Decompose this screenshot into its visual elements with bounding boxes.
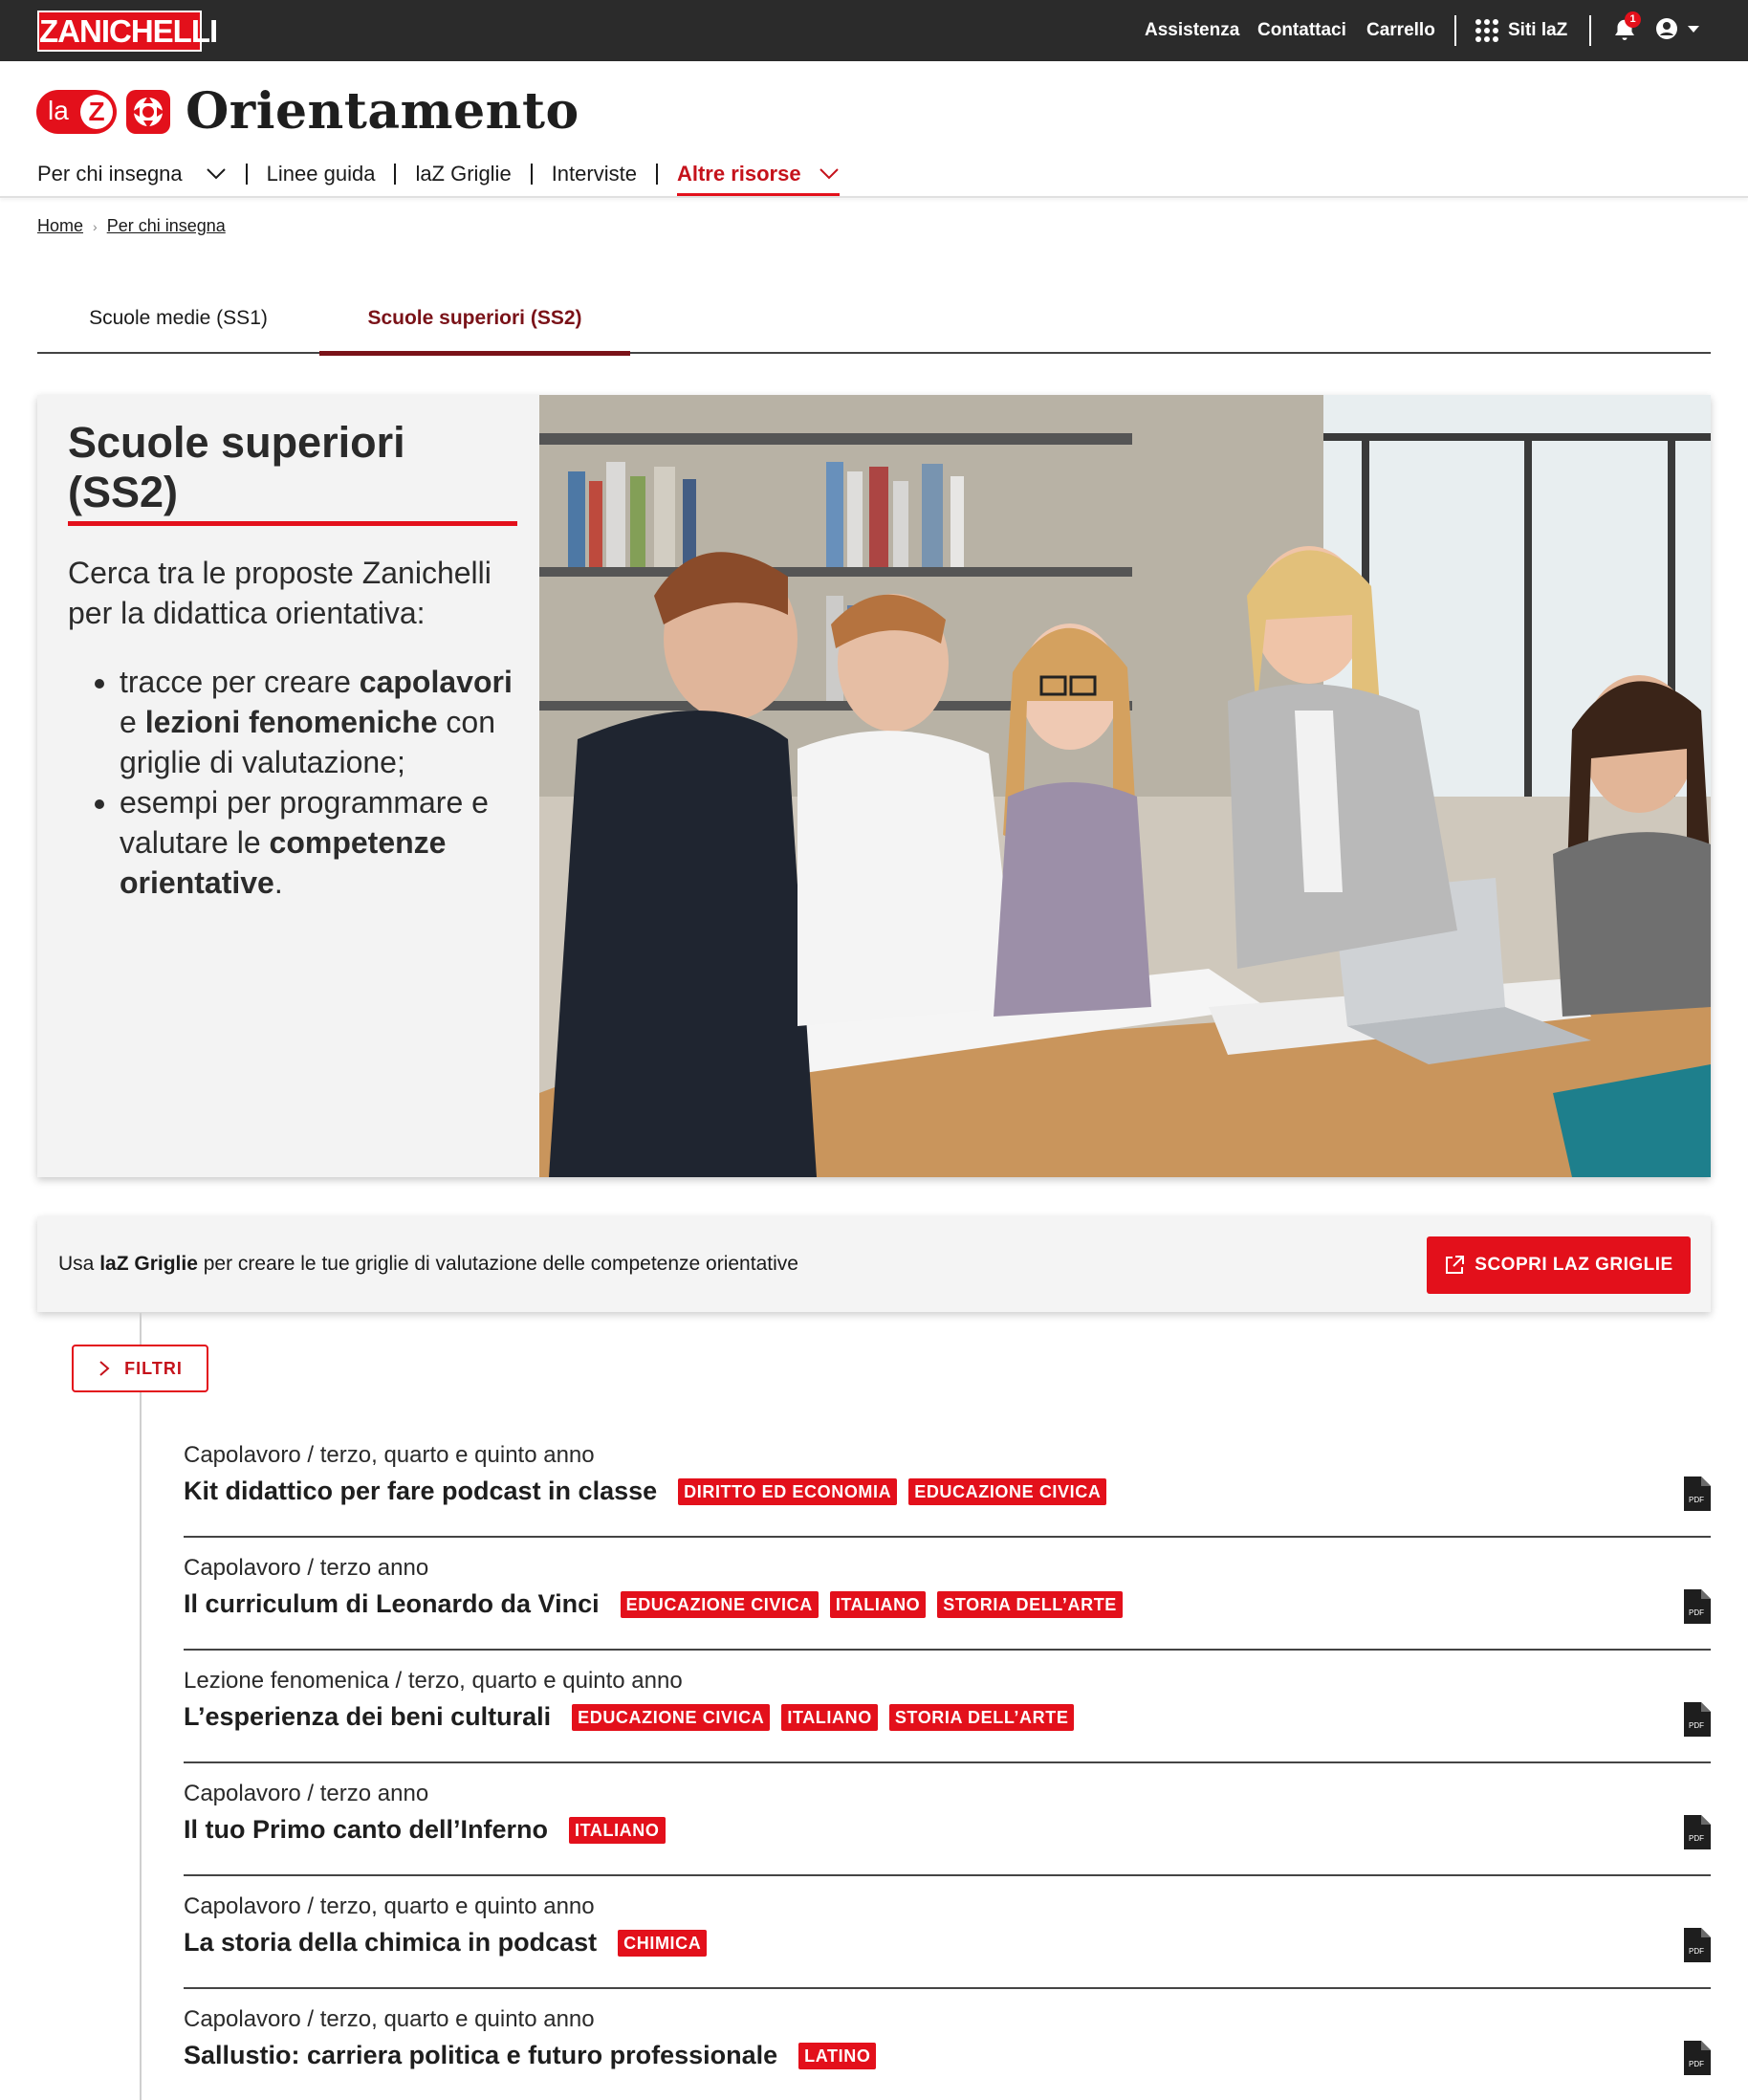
list-item[interactable] <box>184 1538 1711 1651</box>
item-subtitle: Lezione fenomenica / terzo, quarto e quinto anno <box>184 1668 683 1694</box>
item-main <box>184 2041 887 2070</box>
notification-badge: 1 <box>1625 11 1641 28</box>
hero-bullet-2: • esempi per programmare e valutare le competenze orientative. <box>120 782 517 903</box>
pdf-label: PDF <box>1689 1834 1704 1843</box>
hero-intro: Cerca tra le proposte Zanichelli per la didattica orientativa: <box>68 556 492 630</box>
page-title: Orientamento <box>186 82 579 141</box>
topbar-divider <box>1454 15 1456 46</box>
pdf-label: PDF <box>1689 1721 1704 1730</box>
subject-tag: ITALIANO <box>830 1591 926 1618</box>
subject-tag: DIRITTO ED ECONOMIA <box>678 1478 897 1505</box>
topbar-divider <box>1589 15 1591 46</box>
hero-text <box>68 418 517 903</box>
nav-item-laz-griglie[interactable] <box>415 153 511 195</box>
assistenza-link[interactable] <box>1145 0 1239 61</box>
list-item[interactable] <box>184 1989 1711 2100</box>
apps-grid-icon <box>1475 19 1498 42</box>
chevron-right-icon <box>98 1360 111 1377</box>
subject-tag: LATINO <box>798 2043 876 2069</box>
hero-bullet-1: • tracce per creare capolavori e lezioni fenomeniche con griglie di valutazione; <box>120 662 517 782</box>
caret-down-icon <box>1684 19 1703 38</box>
button-label: SCOPRI LAZ GRIGLIE <box>1475 1255 1673 1275</box>
chevron-down-icon <box>819 167 840 181</box>
list-item[interactable] <box>184 1763 1711 1876</box>
item-main <box>184 1589 1134 1619</box>
laz-logo-z: Z <box>80 95 113 129</box>
brand-header <box>36 82 579 141</box>
item-title[interactable]: L’esperienza dei beni culturali <box>184 1702 552 1731</box>
banner-text: Usa laZ Griglie per creare le tue griglie di valutazione delle competenze orientative <box>58 1253 798 1275</box>
subject-tag: CHIMICA <box>618 1930 707 1957</box>
timeline-line <box>140 1313 142 2100</box>
resource-list <box>184 1425 1711 2100</box>
pdf-label: PDF <box>1689 1496 1704 1504</box>
laz-logo-la: la <box>48 95 69 125</box>
top-bar <box>0 0 1748 61</box>
item-title[interactable]: Sallustio: carriera politica e futuro professionale <box>184 2041 778 2069</box>
zanichelli-logo[interactable]: ZANICHELLI <box>37 11 202 52</box>
subject-tag: EDUCAZIONE CIVICA <box>908 1478 1106 1505</box>
item-main <box>184 1928 718 1958</box>
compass-icon <box>126 90 170 134</box>
nav-item-linee-guida[interactable] <box>267 153 376 195</box>
external-link-icon <box>1444 1255 1465 1276</box>
pdf-download-icon[interactable] <box>1682 1815 1711 1849</box>
hero-photo <box>539 395 1711 1177</box>
assistenza-link-text[interactable]: Assistenza <box>1145 20 1240 40</box>
tab-scuole-medie[interactable]: Scuole medie (SS1) <box>89 307 268 329</box>
pdf-download-icon[interactable] <box>1682 1928 1711 1962</box>
user-icon <box>1655 17 1678 40</box>
hero-bullets <box>68 662 517 903</box>
item-subtitle: Capolavoro / terzo anno <box>184 1781 429 1806</box>
nav-divider <box>656 164 658 185</box>
filter-label: FILTRI <box>124 1358 183 1378</box>
main-nav <box>37 153 840 195</box>
hero-title: Scuole superiori (SS2) <box>68 418 517 526</box>
pdf-download-icon[interactable] <box>1682 1477 1711 1511</box>
nav-item-interviste[interactable] <box>552 153 637 195</box>
tab-scuole-superiori[interactable]: Scuole superiori (SS2) <box>319 287 630 352</box>
siti-laz-menu[interactable] <box>1475 0 1567 61</box>
breadcrumb <box>37 216 226 236</box>
pdf-download-icon[interactable] <box>1682 1702 1711 1737</box>
carrello-link-text[interactable]: Carrello <box>1366 20 1435 40</box>
user-menu[interactable] <box>1655 17 1703 40</box>
subject-tag: ITALIANO <box>569 1817 665 1844</box>
scopri-laz-griglie-button[interactable] <box>1427 1236 1691 1294</box>
breadcrumb-per-chi-insegna[interactable]: Per chi insegna <box>106 216 226 235</box>
nav-item-altre-risorse[interactable] <box>677 153 840 195</box>
nav-divider-line <box>0 196 1748 198</box>
nav-divider <box>394 164 396 185</box>
pdf-download-icon[interactable] <box>1682 2041 1711 2075</box>
nav-label: Altre risorse <box>676 162 801 186</box>
item-title[interactable]: La storia della chimica in podcast <box>184 1928 598 1957</box>
item-title[interactable]: Il curriculum di Leonardo da Vinci <box>184 1589 600 1618</box>
laz-griglie-banner <box>37 1216 1711 1312</box>
item-subtitle: Capolavoro / terzo, quarto e quinto anno <box>184 1442 595 1468</box>
item-main <box>184 1815 677 1845</box>
nav-divider <box>246 164 248 185</box>
subject-tag: STORIA DELL’ARTE <box>889 1704 1075 1731</box>
pdf-download-icon[interactable] <box>1682 1589 1711 1624</box>
nav-label: Per chi insegna <box>37 162 183 186</box>
breadcrumb-home[interactable]: Home <box>37 216 84 235</box>
carrello-link[interactable] <box>1366 0 1435 61</box>
pdf-label: PDF <box>1689 2060 1704 2068</box>
list-item[interactable] <box>184 1876 1711 1989</box>
subject-tag: EDUCAZIONE CIVICA <box>572 1704 770 1731</box>
item-main <box>184 1477 1118 1506</box>
laz-logo[interactable] <box>36 90 117 134</box>
hero-card <box>37 395 1711 1177</box>
nav-label: laZ Griglie <box>415 162 512 186</box>
nav-label: Linee guida <box>266 162 376 186</box>
school-tabs <box>37 287 1711 354</box>
chevron-right-icon: › <box>93 218 98 234</box>
item-subtitle: Capolavoro / terzo, quarto e quinto anno <box>184 2006 595 2032</box>
item-subtitle: Capolavoro / terzo, quarto e quinto anno <box>184 1893 595 1919</box>
list-item[interactable] <box>184 1651 1711 1763</box>
subject-tag: ITALIANO <box>781 1704 877 1731</box>
pdf-label: PDF <box>1689 1608 1704 1617</box>
pdf-label: PDF <box>1689 1947 1704 1956</box>
nav-item-per-chi-insegna[interactable] <box>37 153 227 195</box>
item-title[interactable]: Il tuo Primo canto dell’Inferno <box>184 1815 549 1844</box>
subject-tag: STORIA DELL’ARTE <box>937 1591 1123 1618</box>
filter-button[interactable] <box>72 1345 208 1392</box>
subject-tag: EDUCAZIONE CIVICA <box>621 1591 819 1618</box>
chevron-down-icon <box>206 167 227 181</box>
item-title[interactable]: Kit didattico per fare podcast in classe <box>184 1477 658 1505</box>
nav-divider <box>531 164 533 185</box>
list-item[interactable] <box>184 1425 1711 1538</box>
item-main <box>184 1702 1085 1732</box>
item-subtitle: Capolavoro / terzo anno <box>184 1555 429 1581</box>
contattaci-link[interactable] <box>1257 0 1346 61</box>
siti-laz-label: Siti laZ <box>1508 20 1568 40</box>
contattaci-link-text[interactable]: Contattaci <box>1257 20 1346 40</box>
nav-label: Interviste <box>551 162 637 186</box>
